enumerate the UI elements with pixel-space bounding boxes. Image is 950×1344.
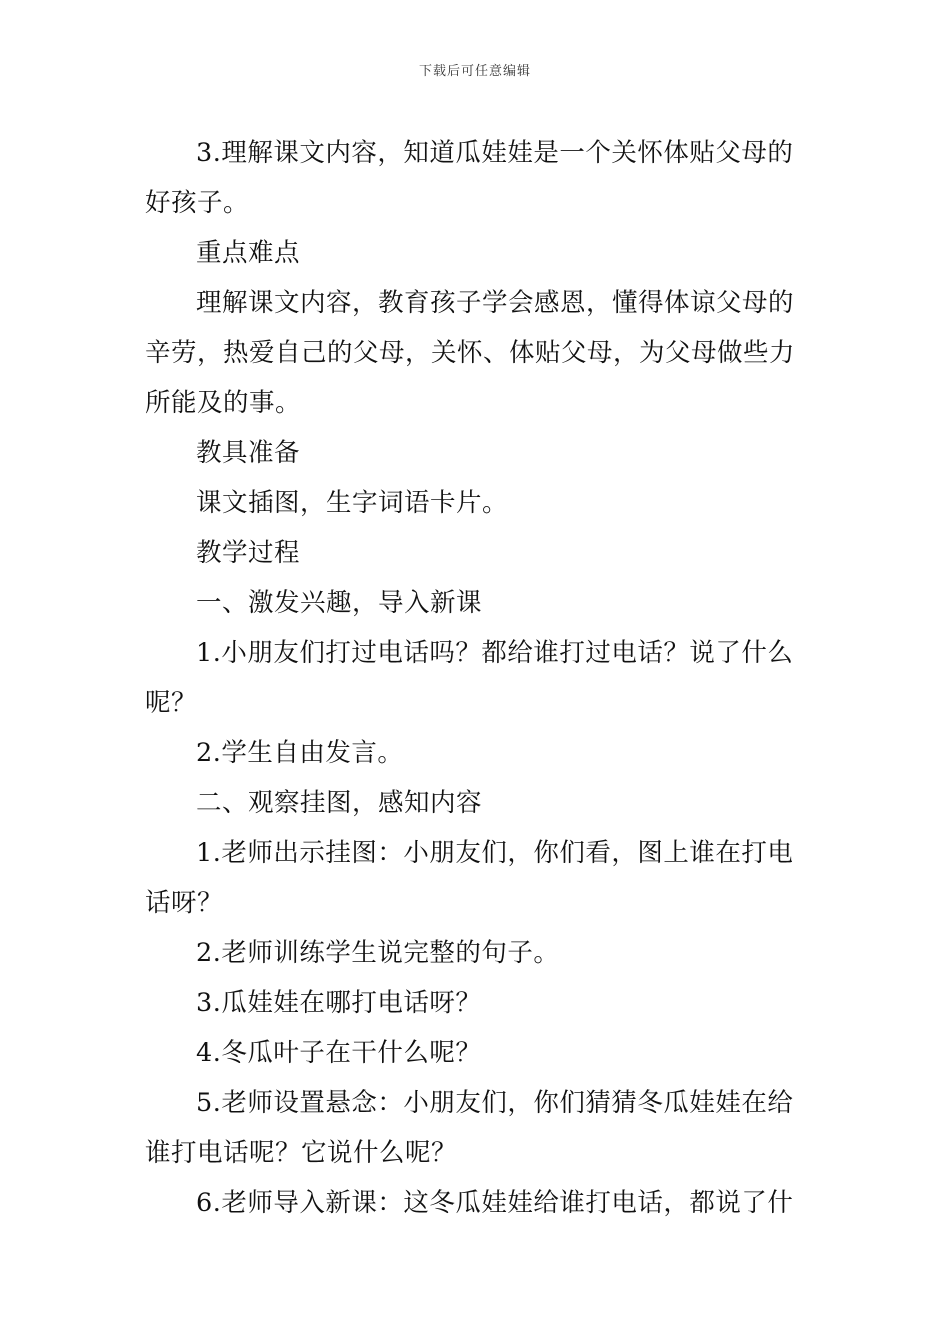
paragraph-line: 理解课文内容，教育孩子学会感恩，懂得体谅父母的 [196,288,795,318]
section-heading: 一、激发兴趣，导入新课 [196,588,483,618]
paragraph-line: 呢？ [145,688,198,718]
section-heading: 教具准备 [196,438,301,468]
paragraph-line: 好孩子。 [145,188,250,218]
paragraph-line: 谁打电话呢？它说什么呢？ [145,1138,458,1168]
section-heading: 重点难点 [196,238,301,268]
page-header: 下载后可任意编辑 [418,64,531,79]
paragraph-line: 1.老师出示挂图：小朋友们，你们看，图上谁在打电 [196,838,794,868]
paragraph-line: 2.学生自由发言。 [196,738,404,768]
paragraph-line: 课文插图，生字词语卡片。 [196,488,509,518]
paragraph-line: 2.老师训练学生说完整的句子。 [196,938,560,968]
document-body [145,128,810,1228]
paragraph-line: 所能及的事。 [145,388,302,418]
paragraph-line: 辛劳，热爱自己的父母，关怀、体贴父母，为父母做些力 [145,338,796,368]
paragraph-line: 5.老师设置悬念：小朋友们，你们猜猜冬瓜娃娃在给 [196,1088,794,1118]
section-heading: 二、观察挂图，感知内容 [196,788,483,818]
paragraph-line: 6.老师导入新课：这冬瓜娃娃给谁打电话，都说了什 [196,1188,794,1218]
paragraph-line: 3.瓜娃娃在哪打电话呀？ [196,988,482,1018]
paragraph-line: 1.小朋友们打过电话吗？都给谁打过电话？说了什么 [196,638,794,668]
paragraph-line: 4.冬瓜叶子在干什么呢？ [196,1038,482,1068]
section-heading: 教学过程 [196,538,301,568]
paragraph-line: 话呀？ [145,888,224,918]
paragraph-line: 3.理解课文内容，知道瓜娃娃是一个关怀体贴父母的 [196,138,794,168]
